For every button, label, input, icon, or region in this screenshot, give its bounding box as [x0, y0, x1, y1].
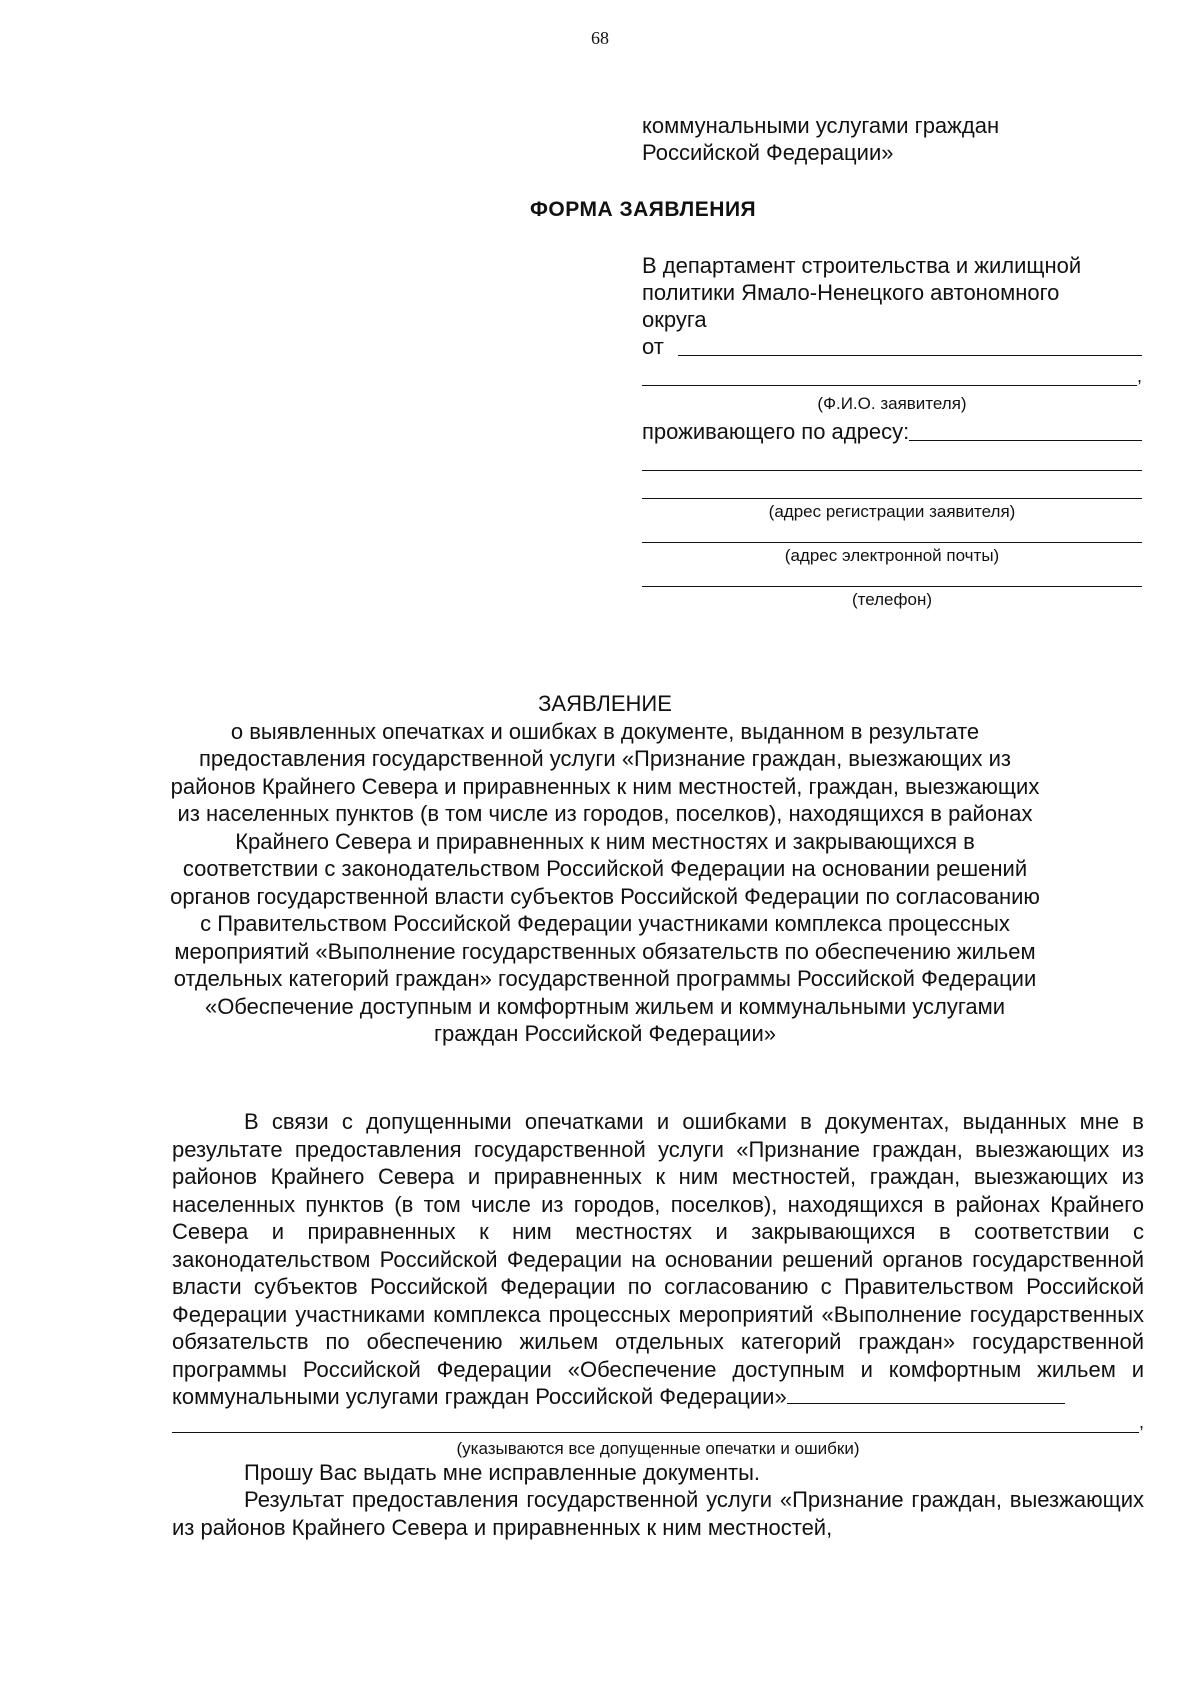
- page-number: 68: [591, 28, 609, 48]
- statement-subtitle-line: соответствии с законодательством Российской Федерации на основании решений: [182, 856, 1028, 881]
- addressee-line-2: политики Ямало-Ненецкого автономного: [642, 280, 1060, 305]
- header-line-1: коммунальными услугами граждан: [642, 113, 1000, 138]
- addressee-line-1: В департамент строительства и жилищной: [642, 253, 1082, 278]
- body-paragraph-2: Результат предоставления государственной услуги «Признание граждан, выезжающих из районов Крайнего Севера и приравненных к ним местностей,: [172, 1487, 1144, 1540]
- address-label: проживающего по адресу:: [642, 419, 910, 444]
- header-line-2: Российской Федерации»: [642, 140, 894, 165]
- phone-field-line[interactable]: [642, 586, 1142, 587]
- address-field-line-3[interactable]: [642, 498, 1142, 499]
- addressee-block: [642, 252, 1142, 610]
- request-text: Прошу Вас выдать мне исправленные документы.: [244, 1459, 761, 1485]
- body-paragraph-1: В связи с допущенными опечатками и ошибками в документах, выданных мне в результате предоставления государственной услуги «Признание граждан, выезжающих из районов Крайнего Севера и приравненных к ним местностей, граждан, выезжающих из населенных пунктов (в том числе из городов, поселков), находящихся в районах Крайнего Севера и приравненных к ним местностях и закрывающихся в соответствии с законодательством Российской Федерации на основании решений органов государственной власти субъектов Российской Федерации по согласованию с Правительством Российской Федерации участниками комплекса процессных мероприятий «Выполнение государственных обязательств по обеспечению жильем отдельных категорий граждан» государственной программы Российской Федерации «Обеспечение доступным и комфортным жильем и коммунальными услугами граждан Российской Федерации»: [172, 1109, 1144, 1409]
- statement-subtitle-line: граждан Российской Федерации»: [433, 1021, 776, 1046]
- statement-subtitle-line: о выявленных опечатках и ошибках в документе, выданном в результате: [230, 718, 980, 744]
- email-field-line[interactable]: [642, 542, 1142, 543]
- header-continuation: [642, 112, 1142, 166]
- errors-field-line-2[interactable]: [172, 1432, 1139, 1433]
- statement-subtitle-line: органов государственной власти субъектов Российской Федерации по согласованию: [170, 883, 1040, 909]
- statement-subtitle-line: с Правительством Российской Федерации участниками комплекса процессных: [200, 911, 1010, 936]
- statement-title: ЗАЯВЛЕНИЕ: [538, 691, 672, 716]
- addressee-line-3: округа: [642, 307, 707, 332]
- errors-row: ,: [172, 1411, 1144, 1437]
- address-row: [642, 418, 1142, 445]
- statement-subtitle-line: «Обеспечение доступным и комфортным жильем и коммунальными услугами: [204, 993, 1006, 1019]
- statement-subtitle-line: предоставления государственной услуги «Признание граждан, выезжающих из: [199, 746, 1011, 771]
- statement-subtitle-line: Крайнего Севера и приравненных к ним местностях и закрывающихся в: [235, 828, 975, 854]
- address-caption: (адрес регистрации заявителя): [768, 502, 1016, 521]
- email-caption: (адрес электронной почты): [784, 546, 1000, 565]
- phone-caption: (телефон): [851, 590, 932, 609]
- address-field-line-1[interactable]: [909, 440, 1142, 441]
- fio-field-line-2[interactable]: [642, 385, 1137, 386]
- errors-caption: (указываются все допущенные опечатки и ошибки): [456, 1438, 860, 1458]
- statement-subtitle-line: из населенных пунктов (в том числе из городов, поселков), находящихся в районах: [177, 801, 1033, 826]
- statement-heading: [150, 690, 1060, 1048]
- errors-field-line-1[interactable]: [787, 1403, 1065, 1404]
- form-title: ФОРМА ЗАЯВЛЕНИЯ: [530, 198, 757, 221]
- fio-caption: (Ф.И.О. заявителя): [817, 394, 967, 413]
- statement-subtitle-line: отдельных категорий граждан» государственной программы Российской Федерации: [173, 966, 1037, 991]
- statement-subtitle-line: мероприятий «Выполнение государственных обязательств по обеспечению жильем: [174, 938, 1036, 964]
- from-row: [642, 333, 1142, 360]
- body-section: [172, 1108, 1144, 1541]
- from-label: от: [642, 334, 664, 359]
- fio-row-2: ,: [642, 360, 1142, 390]
- address-field-line-2[interactable]: [642, 470, 1142, 471]
- fio-field-line-1[interactable]: [678, 355, 1142, 356]
- statement-subtitle-line: районов Крайнего Севера и приравненных к ним местностей, граждан, выезжающих: [170, 773, 1040, 799]
